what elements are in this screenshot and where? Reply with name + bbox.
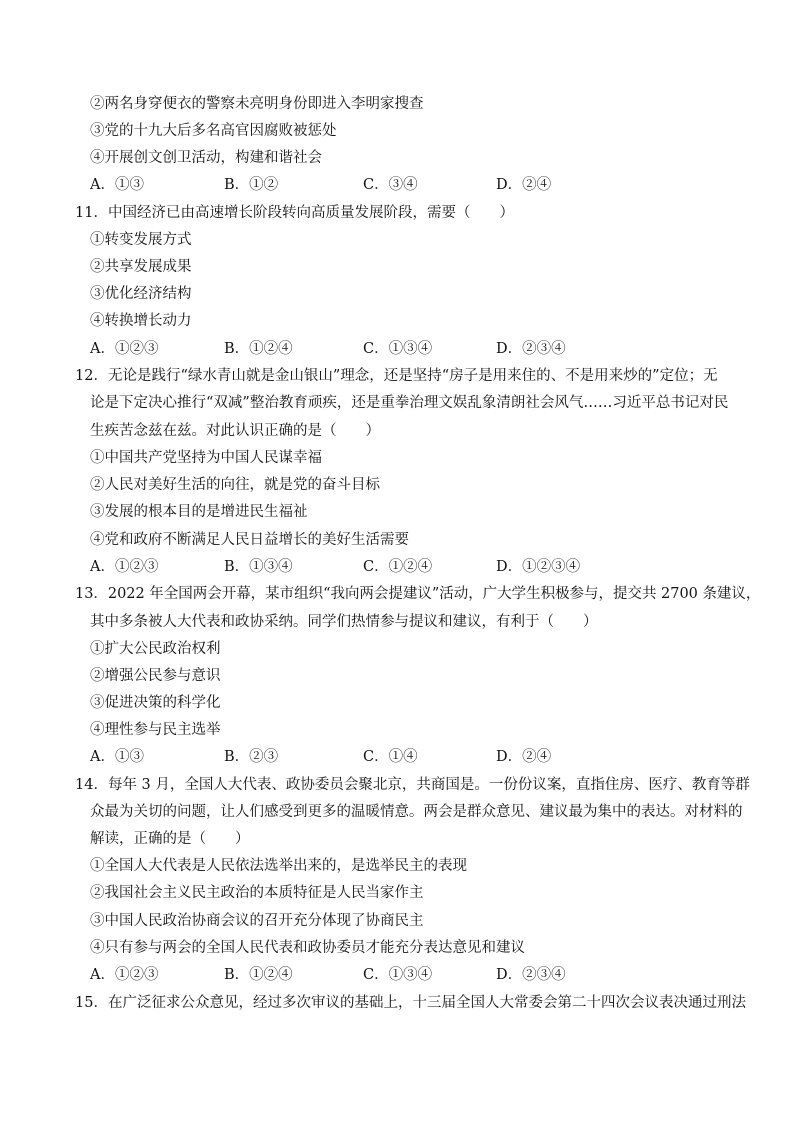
q13-option-4: ④理性参与民主选举: [90, 722, 221, 738]
q14-option-3: ③中国人民政治协商会议的召开充分体现了协商民主: [90, 913, 424, 929]
q13-option-2: ②增强公民参与意识: [90, 668, 221, 684]
q12-stem-line-3: 生疾苦念兹在兹。对此认识正确的是（ ）: [90, 423, 380, 439]
q14-choice-d: D．②③④: [496, 967, 566, 983]
q10-choice-c: C．③④: [363, 177, 418, 193]
q12-choice-a: A．①②③: [90, 559, 159, 575]
q12-option-2: ②人民对美好生活的向往，就是党的奋斗目标: [90, 477, 380, 493]
q13-stem-line-2: 其中多条被人大代表和政协采纳。同学们热情参与提议和建议，有利于（ ）: [90, 614, 598, 630]
q12-stem-line-1: 12．无论是践行“绿水青山就是金山银山”理念，还是坚持“房子是用来住的、不是用来炒的”定位；无: [75, 368, 718, 384]
q12-choice-d: D．①②③④: [496, 559, 581, 575]
q11-choice-d: D．②③④: [496, 341, 566, 357]
q11-option-3: ③优化经济结构: [90, 286, 192, 302]
q15-stem-line-1: 15．在广泛征求公众意见，经过多次审议的基础上，十三届全国人大常委会第二十四次会议表决通过刑法: [75, 995, 746, 1011]
q14-option-1: ①全国人大代表是人民依法选举出来的，是选举民主的表现: [90, 858, 467, 874]
q11-option-1: ①转变发展方式: [90, 232, 192, 248]
q13-stem-line-1: 13．2022 年全国两会开幕，某市组织“我向两会提建议”活动，广大学生积极参与，提交共 2700 条建议，: [75, 586, 761, 602]
q12-stem-line-2: 论是下定决心推行“双减”整治教育顽疾，还是重拳治理文娱乱象清朗社会风气……习近平总书记对民: [90, 395, 729, 411]
q10-choice-d: D．②④: [496, 177, 552, 193]
q14-choice-a: A．①②③: [90, 967, 159, 983]
q14-option-4: ④只有参与两会的全国人民代表和政协委员才能充分表达意见和建议: [90, 940, 525, 956]
q13-option-3: ③促进决策的科学化: [90, 695, 221, 711]
q14-choices: [90, 962, 750, 989]
q11-stem: 11．中国经济已由高速增长阶段转向高质量发展阶段，需要（ ）: [75, 205, 514, 221]
q11-choice-c: C．①③④: [363, 341, 433, 357]
q10-option-2: ②两名身穿便衣的警察未亮明身份即进入李明家搜查: [90, 96, 424, 112]
q13-choice-d: D．②④: [496, 749, 552, 765]
q12-option-4: ④党和政府不断满足人民日益增长的美好生活需要: [90, 532, 409, 548]
q10-choices: [90, 172, 750, 199]
q11-choice-a: A．①②③: [90, 341, 159, 357]
q11-choice-b: B．①②④: [224, 341, 293, 357]
q14-choice-c: C．①③④: [363, 967, 433, 983]
q12-option-3: ③发展的根本目的是增进民生福祉: [90, 504, 308, 520]
q11-option-2: ②共享发展成果: [90, 259, 192, 275]
q13-choice-b: B．②③: [224, 749, 279, 765]
q11-option-4: ④转换增长动力: [90, 313, 192, 329]
q11-choices: [90, 336, 750, 363]
q14-stem-line-3: 解读，正确的是（ ）: [90, 831, 250, 847]
q13-choices: [90, 744, 750, 771]
q12-option-1: ①中国共产党坚持为中国人民谋幸福: [90, 450, 322, 466]
q14-stem-line-1: 14．每年 3 月，全国人大代表、政协委员会聚北京，共商国是。一份份议案，直指住房、医疗、教育等群: [75, 777, 750, 793]
q12-choice-c: C．①②④: [363, 559, 433, 575]
q12-choice-b: B．①③④: [224, 559, 293, 575]
q14-stem-line-2: 众最为关切的问题，让人们感受到更多的温暖情意。两会是群众意见、建议最为集中的表达。对材料的: [90, 804, 743, 820]
q13-choice-a: A．①③: [90, 749, 144, 765]
q10-option-3: ③党的十九大后多名高官因腐败被惩处: [90, 123, 337, 139]
q10-choice-b: B．①②: [224, 177, 279, 193]
q13-choice-c: C．①④: [363, 749, 418, 765]
q14-option-2: ②我国社会主义民主政治的本质特征是人民当家作主: [90, 885, 424, 901]
q13-option-1: ①扩大公民政治权利: [90, 641, 221, 657]
q14-choice-b: B．①②④: [224, 967, 293, 983]
q12-choices: [90, 554, 750, 581]
q10-choice-a: A．①③: [90, 177, 144, 193]
q10-option-4: ④开展创文创卫活动，构建和谐社会: [90, 150, 322, 166]
